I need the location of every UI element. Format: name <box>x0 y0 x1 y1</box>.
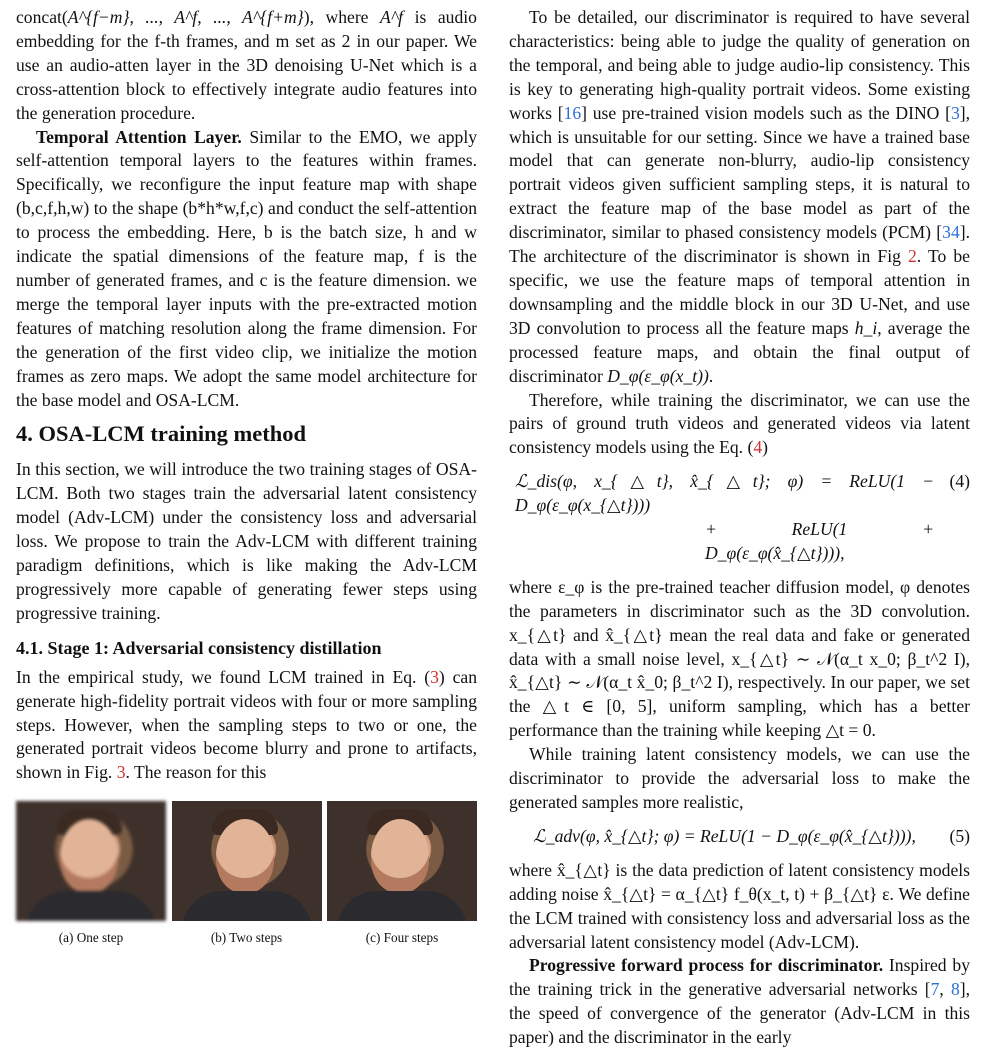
subsection-title: 4.1. Stage 1: Adversarial consistency distillation <box>16 637 382 658</box>
equation-4-line-1: ℒ_dis(φ, x_{△t}, x̂_{△t}; φ) = ReLU(1 − D_φ(ε_φ(x_{△t}))) <box>515 471 934 516</box>
citation-16[interactable]: 16 <box>563 102 582 123</box>
caption-one-step: (a) One step <box>58 930 124 946</box>
audio-embedding-symbol: A^f <box>380 7 404 27</box>
left-paragraph-audio: concat(A^{f−m}, ..., A^f, ..., A^{f+m}), where A^f is audio embedding for the f-th frames, and m set as 2 in our paper. We use an audio-atten layer in the 3D denoising U-Net which is a cross-attention block to effectively integrate audio features into the generation procedure. <box>16 7 477 123</box>
equation-link-3[interactable]: 3 <box>430 666 439 687</box>
feature-map-symbol: h_i <box>854 317 878 338</box>
right-paragraph-therefore: Therefore, while training the discriminator, we can use the pairs of ground truth videos and generated videos via latent consistency models using the Eq. (4) <box>509 389 970 458</box>
figure-one-step <box>16 801 166 947</box>
figure-link-2[interactable]: 2 <box>908 246 917 267</box>
left-column <box>16 6 477 947</box>
figure-3-panels <box>16 801 477 947</box>
right-paragraph-progressive: Progressive forward process for discriminator. Inspired by the training trick in the generative adversarial networks [7, 8], the speed of convergence of the generator (Adv-LCM in this paper) and the discriminator in the early <box>509 955 970 1048</box>
section-title: 4. OSA-LCM training method <box>16 421 307 447</box>
progressive-forward-heading: Progressive forward process for discriminator. <box>529 955 884 976</box>
portrait-two-steps-image <box>172 801 322 921</box>
temporal-attention-heading: Temporal Attention Layer. <box>36 126 242 147</box>
right-paragraph-where-dis: where ε_φ is the pre-trained teacher diffusion model, φ denotes the parameters in discriminator such as the 3D convolution. x_{△t} and x̂_{△t} mean the real data and fake or generated data with a small noise level, x_{△t} ∼ 𝒩(α_t x_0; β_t^2 I), x̂_{△t} ∼ 𝒩(α_t x̂_0; β_t^2 I), respectively. In our paper, we set the △t ∈ [0, 5], uniform sampling, which has a better performance than the training while keeping △t = 0. <box>509 576 970 741</box>
portrait-one-step-image <box>16 801 166 921</box>
citation-34[interactable]: 34 <box>942 222 960 243</box>
citation-3[interactable]: 3 <box>950 102 960 123</box>
right-paragraph-discriminator: To be detailed, our discriminator is required to have several characteristics: being able to judge the quality of generation on the temporal, and being able to judge audio-lip consistency. This is key to generating high-quality portrait videos. Some existing works [16] use pre-trained vision models such as the DINO [3], which is unsuitable for our setting. Since we have a trained base model that can generate non-blurry, audio-lip consistency portrait videos given sufficient sampling steps, it is natural to extract the feature map of the base model as part of the discriminator, similar to phased consistency models (PCM) [34]. The architecture of the discriminator is shown in Fig 2. To be specific, we use the feature maps of temporal attention in downsampling and the middle block in our 3D U-Net, and use 3D convolution to process all the feature maps h_i, average the processed feature maps, and obtain the final output of discriminator D_φ(ε_φ(x_t)). <box>509 7 971 386</box>
citation-7[interactable]: 7 <box>930 979 940 1000</box>
equation-5-line: ℒ_adv(φ, x̂_{△t}; φ) = ReLU(1 − D_φ(ε_φ(x̂_{△t}))), <box>533 825 916 846</box>
figure-link-3[interactable]: 3 <box>116 762 126 783</box>
left-paragraph-temporal: Temporal Attention Layer. Similar to the EMO, we apply self-attention temporal layers to the features within frames. Specifically, we reconfigure the input feature map with shape (b,c,f,h,w) to the shape (b*h*w,f,c) and conduct the self-attention to process the embedding. Here, b is the batch size, h and w indicate the spatial dimensions of the feature map, f is the number of generated frames, and c is the feature dimension. we merge the temporal layer inputs with the pre-extracted motion features of matching resolution along the frame dimension. For the generation of the first video clip, we initialize the motion frames as zero maps. We adopt the same model architecture for the base model and OSA-LCM. <box>16 126 478 410</box>
equation-4 <box>509 470 970 566</box>
equation-5 <box>509 825 970 849</box>
left-paragraph-intro: In this section, we will introduce the two training stages of OSA-LCM. Both two stages train the adversarial latent consistency model (Adv-LCM) under the consistency loss and adversarial loss. We propose to train the Adv-LCM with different training paradigm definitions, which is like making the Adv-LCM progressively more capable of generating fewer steps using progressive training. <box>16 459 477 623</box>
portrait-four-steps-image <box>327 801 477 921</box>
equation-5-number: (5) <box>949 825 970 846</box>
figure-two-steps <box>172 801 322 947</box>
caption-two-steps: (b) Two steps <box>210 930 283 946</box>
left-paragraph-empirical: In the empirical study, we found LCM trained in Eq. (3) can generate high-fidelity portrait videos with four or more sampling steps. However, when the sampling steps to two or one, the generated portrait videos become blurry and prone to artifacts, shown in Fig. 3. The reason for this <box>16 666 477 783</box>
right-column <box>509 6 970 1050</box>
right-paragraph-where-adv: where x̂_{△t} is the data prediction of latent consistency models adding noise x̂_{△t} = α_{△t} f_θ(x_t, t) + β_{△t} ε. We define the LCM trained with consistency loss and adversarial loss as the adversarial latent consistency model (Adv-LCM). <box>509 859 970 952</box>
figure-four-steps <box>327 801 477 947</box>
discriminator-output-formula: D_φ(ε_φ(x_t)) <box>607 365 709 386</box>
equation-4-line-2: + ReLU(1 + D_φ(ε_φ(x̂_{△t}))), <box>705 519 934 563</box>
right-paragraph-while-training: While training latent consistency models, we can use the discriminator to provide the adversarial loss to make the generated samples more realistic, <box>509 744 970 812</box>
equation-link-4[interactable]: 4 <box>753 437 763 458</box>
caption-four-steps: (c) Four steps <box>365 930 439 946</box>
equation-4-number: (4) <box>949 471 970 492</box>
audio-window-formula: A^{f−m}, ..., A^f, ..., A^{f+m} <box>67 7 304 27</box>
citation-8[interactable]: 8 <box>950 979 960 1000</box>
